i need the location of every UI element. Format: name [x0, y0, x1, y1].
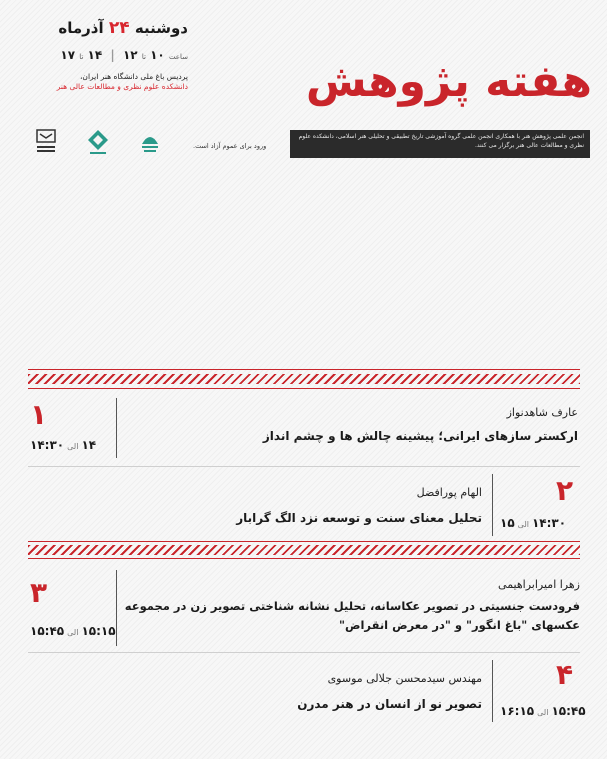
time-divider: |	[110, 48, 115, 62]
faculty-logo-icon	[138, 128, 162, 156]
event-date	[20, 18, 188, 38]
venue-line-2: دانشکده علوم نظری و مطالعات عالی هنر	[56, 82, 188, 91]
association-logo-icon	[86, 128, 110, 156]
divider-line	[28, 558, 580, 559]
time-2-end: ۱۷	[60, 48, 76, 62]
session-1-separator	[116, 398, 117, 458]
date-prefix: دوشنبه	[134, 19, 188, 37]
row-divider	[28, 652, 580, 653]
university-logo-icon	[34, 128, 58, 156]
event-description: انجمن علمی پژوهش هنر با همکاری انجمن علمی گروه آموزشی تاریخ تطبیقی و تحلیلی هنر اسلامی، دانشکده علوم نظری و مطالعات عالی هنر برگزار می کنند.	[290, 130, 590, 158]
divider-line	[28, 369, 580, 370]
session-3-topic-line-2: عکسهای "باغ انگور" و "در معرض انقراض"	[339, 618, 580, 632]
session-3-separator	[116, 570, 117, 646]
session-1-number: ۱	[30, 398, 48, 431]
session-3-number: ۳	[30, 576, 48, 609]
session-3-topic-line-1: فرودست جنسیتی در تصویر عکاسانه، تحلیل نشانه شناختی تصویر زن در مجموعه	[124, 599, 580, 613]
session-2-content	[126, 486, 482, 528]
logos	[20, 128, 190, 158]
session-4-content	[126, 672, 482, 714]
session-2-speaker: الهام پورافضل	[416, 486, 482, 499]
session-4-topic: تصویر نو از انسان در هنر مدرن	[297, 697, 482, 711]
time-1-ta: تا	[141, 53, 146, 61]
time-label: ساعت	[168, 53, 188, 61]
session-4-speaker: مهندس سیدمحسن جلالی موسوی	[327, 672, 482, 685]
event-info	[20, 18, 188, 92]
stripe-band-1	[28, 374, 580, 384]
divider-line	[28, 388, 580, 389]
time-2-start: ۱۴	[87, 48, 103, 62]
session-1-content	[126, 406, 578, 446]
session-4-number: ۴	[556, 658, 574, 691]
event-times	[20, 48, 188, 62]
session-1-speaker: عارف شاهدنواز	[506, 406, 578, 419]
date-month: آذرماه	[58, 19, 104, 37]
time-2-ta: تا	[79, 53, 84, 61]
session-1-time: ۱۴الی۱۴:۳۰	[30, 438, 97, 452]
session-2-time: ۱۴:۳۰الی۱۵	[500, 516, 567, 530]
session-3-speaker: زهرا امیرابراهیمی	[498, 578, 580, 591]
session-1-topic: ارکستر سازهای ایرانی؛ پیشینه چالش ها و چشم انداز	[262, 429, 578, 443]
time-1-end: ۱۲	[122, 48, 138, 62]
session-4-separator	[492, 660, 493, 722]
entry-note: ورود برای عموم آزاد است.	[193, 142, 267, 150]
session-3-content	[124, 578, 580, 635]
row-divider	[28, 466, 580, 467]
session-2-topic: تحلیل معنای سنت و توسعه نزد الگ گرابار	[236, 511, 482, 525]
session-4-time: ۱۵:۴۵الی۱۶:۱۵	[500, 704, 586, 718]
date-day: ۲۴	[108, 18, 130, 38]
venue	[20, 72, 188, 92]
stripe-band-2	[28, 545, 580, 555]
page-title: هفته پژوهش	[305, 56, 592, 107]
venue-line-1: پردیس باغ ملی دانشگاه هنر ایران،	[80, 72, 188, 81]
session-2-number: ۲	[556, 474, 574, 507]
divider-line	[28, 541, 580, 542]
session-3-time: ۱۵:۱۵الی۱۵:۴۵	[30, 624, 116, 638]
session-2-separator	[492, 474, 493, 536]
time-1-start: ۱۰	[150, 48, 165, 62]
